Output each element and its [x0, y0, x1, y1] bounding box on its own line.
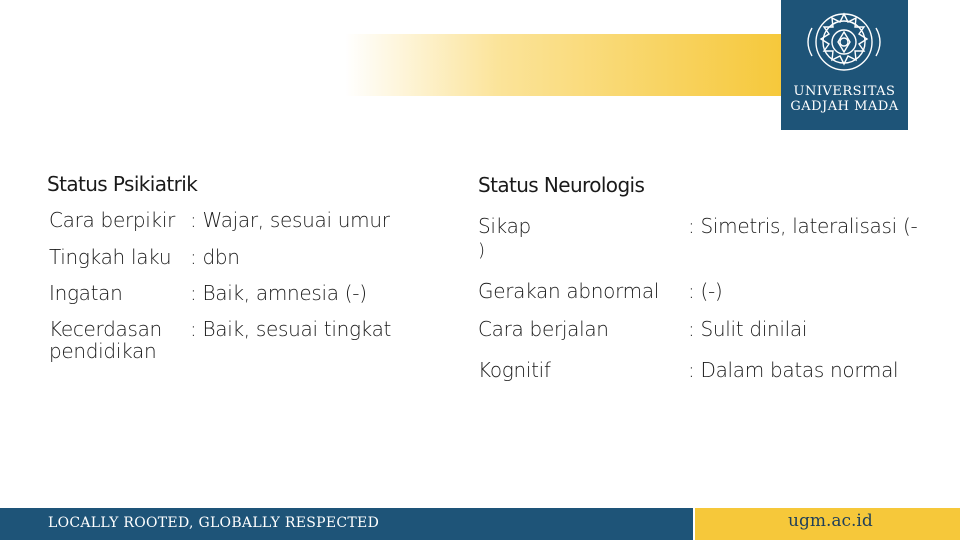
footer-slogan: LOCALLY ROOTED, GLOBALLY RESPECTED — [48, 515, 380, 531]
neurologis-label-sikap: Sikap — [478, 214, 531, 238]
footer-url: ugm.ac.id — [788, 511, 873, 531]
neurologis-value-cara-berjalan: : Sulit dinilai — [688, 317, 808, 341]
psikiatrik-label-cara-berpikir: Cara berpikir — [49, 208, 175, 232]
psikiatrik-label-ingatan: Ingatan — [49, 281, 123, 305]
neurologis-label-gerakan-abnormal: Gerakan abnormal — [478, 279, 660, 303]
psikiatrik-label-kecerdasan: Kecerdasan pendidikan — [49, 317, 162, 363]
neurologis-value-kognitif: : Dalam batas normal — [688, 358, 899, 382]
neurologis-label-kognitif: Kognitif — [478, 358, 551, 382]
logo-text-gadjah-mada: GADJAH MADA — [790, 99, 899, 114]
neurologis-value-sikap: : Simetris, lateralisasi (- — [688, 214, 918, 238]
neurologis-value-gerakan-abnormal: : (-) — [688, 279, 723, 303]
logo-text-universitas: UNIVERSITAS — [793, 84, 896, 99]
psikiatrik-value-ingatan: : Baik, amnesia (-) — [190, 281, 367, 305]
header-accent-band — [345, 34, 785, 96]
psikiatrik-title: Status Psikiatrik — [47, 172, 198, 196]
ugm-seal-icon — [800, 8, 888, 76]
university-logo — [781, 0, 908, 130]
neurologis-title: Status Neurologis — [478, 173, 645, 197]
neurologis-label-cara-berjalan: Cara berjalan — [478, 317, 609, 341]
psikiatrik-label-tingkah-laku: Tingkah laku — [49, 245, 172, 269]
psikiatrik-value-tingkah-laku: : dbn — [190, 245, 240, 269]
neurologis-label-sikap-cont: ) — [478, 240, 485, 261]
psikiatrik-value-kecerdasan: : Baik, sesuai tingkat — [190, 317, 392, 341]
psikiatrik-value-cara-berpikir: : Wajar, sesuai umur — [190, 208, 390, 232]
